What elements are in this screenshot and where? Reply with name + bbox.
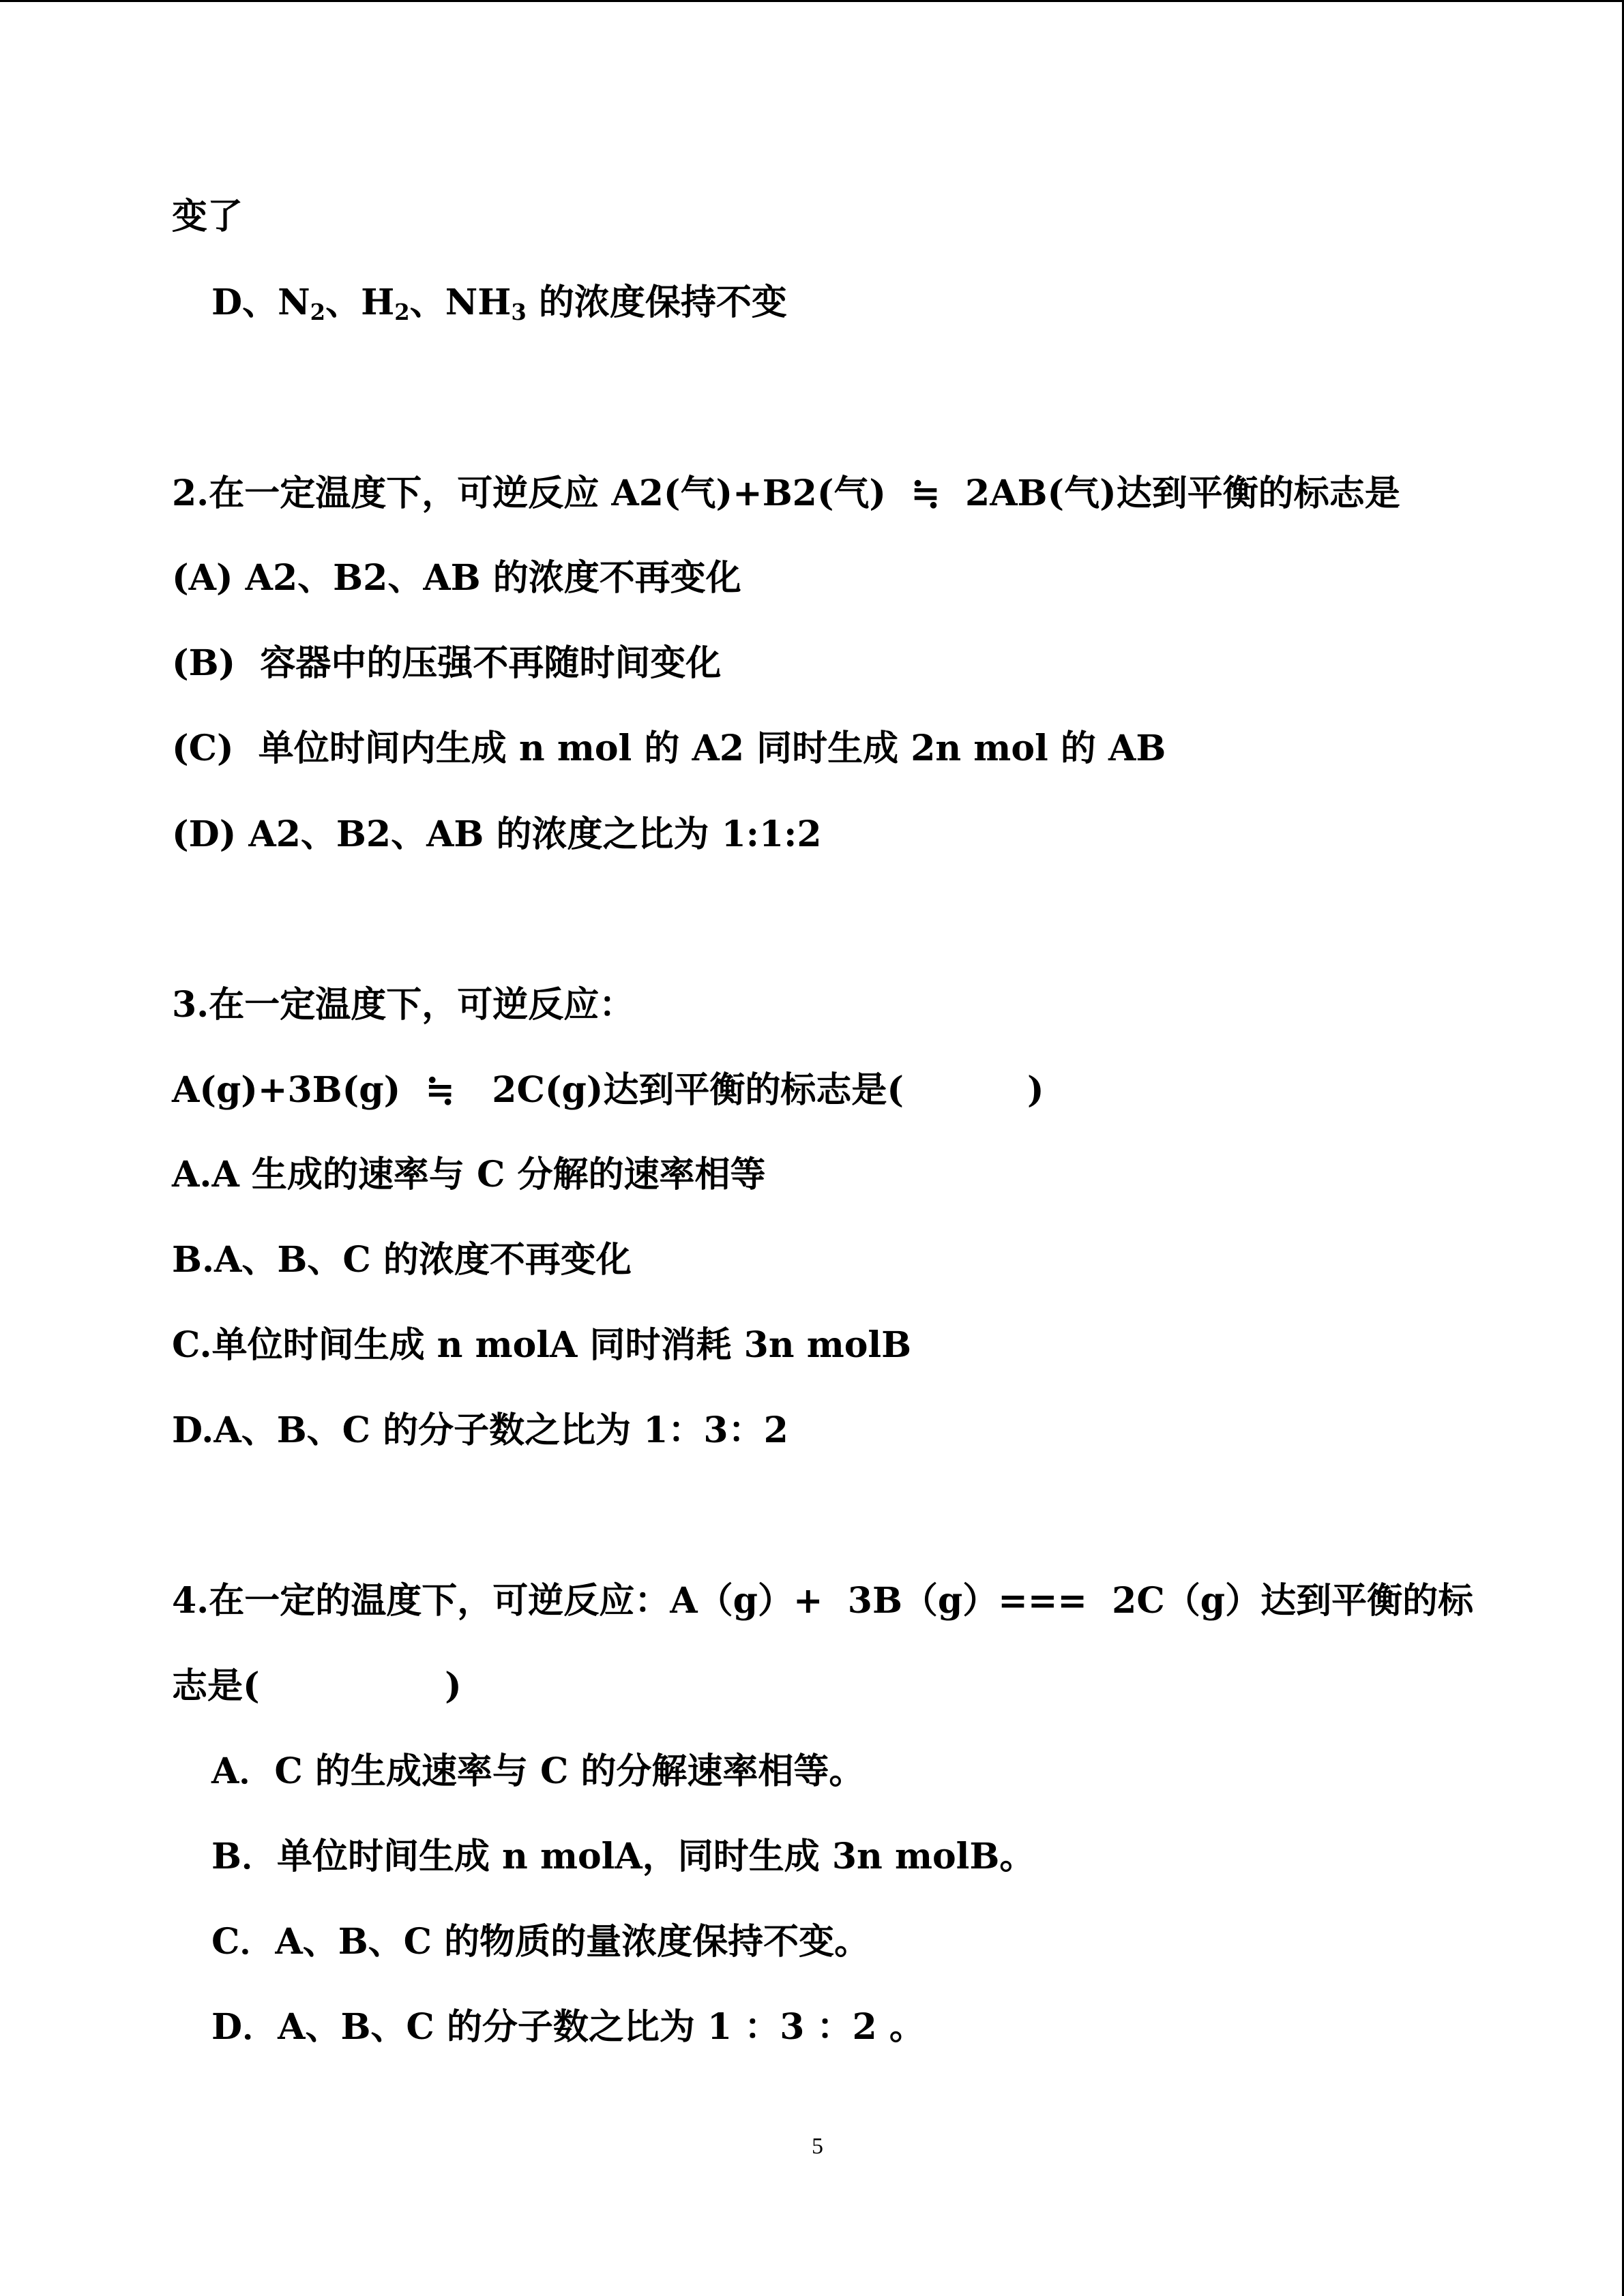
q2-option-a: (A) A2、B2、AB 的浓度不再变化 — [172, 557, 741, 599]
q3-stem: 3.在一定温度下，可逆反应： — [172, 984, 635, 1026]
q4-option-d: D．A、B、C 的分子数之比为 1 ：3 ：2 。 — [211, 2006, 925, 2048]
q3-option-c: C.单位时间生成 n molA 同时消耗 3n molB — [172, 1324, 912, 1366]
q2-stem: 2.在一定温度下，可逆反应 A2(气)+B2(气) ≒ 2AB(气)达到平衡的标志是 — [172, 473, 1400, 514]
page-border-top — [0, 0, 1624, 2]
q4-option-c: C．A、B、C 的物质的量浓度保持不变。 — [211, 1921, 870, 1963]
q4-stem-continued: 志是( ) — [172, 1665, 462, 1707]
q2-option-c: (C) 单位时间内生成 n mol 的 A2 同时生成 2n mol 的 AB — [172, 728, 1166, 769]
q2-option-d: (D) A2、B2、AB 的浓度之比为 1:1:2 — [172, 814, 822, 855]
q3-option-b: B.A、B、C 的浓度不再变化 — [172, 1239, 632, 1281]
q3-option-a: A.A 生成的速率与 C 分解的速率相等 — [172, 1154, 766, 1195]
q3-equation: A(g)+3B(g) ≒ 2C(g)达到平衡的标志是( ) — [172, 1069, 1044, 1111]
text-line-continuation: 变了 — [172, 196, 243, 237]
q3-option-d: D.A、B、C 的分子数之比为 1：3：2 — [172, 1410, 788, 1451]
q1-option-d: D、$N_2$、$H_2$、$NH_3$ 的浓度保持不变 — [211, 282, 787, 326]
q2-option-b: (B) 容器中的压强不再随时间变化 — [172, 642, 722, 684]
q4-option-a: A．C 的生成速率与 C 的分解速率相等。 — [211, 1750, 865, 1792]
q4-option-b: B．单位时间生成 n molA，同时生成 3n molB。 — [211, 1836, 1035, 1877]
page-number: 5 — [812, 2134, 823, 2159]
q4-stem: 4.在一定的温度下，可逆反应：A（g）+ 3B（g）=== 2C（g）达到平衡的标 — [172, 1580, 1474, 1622]
